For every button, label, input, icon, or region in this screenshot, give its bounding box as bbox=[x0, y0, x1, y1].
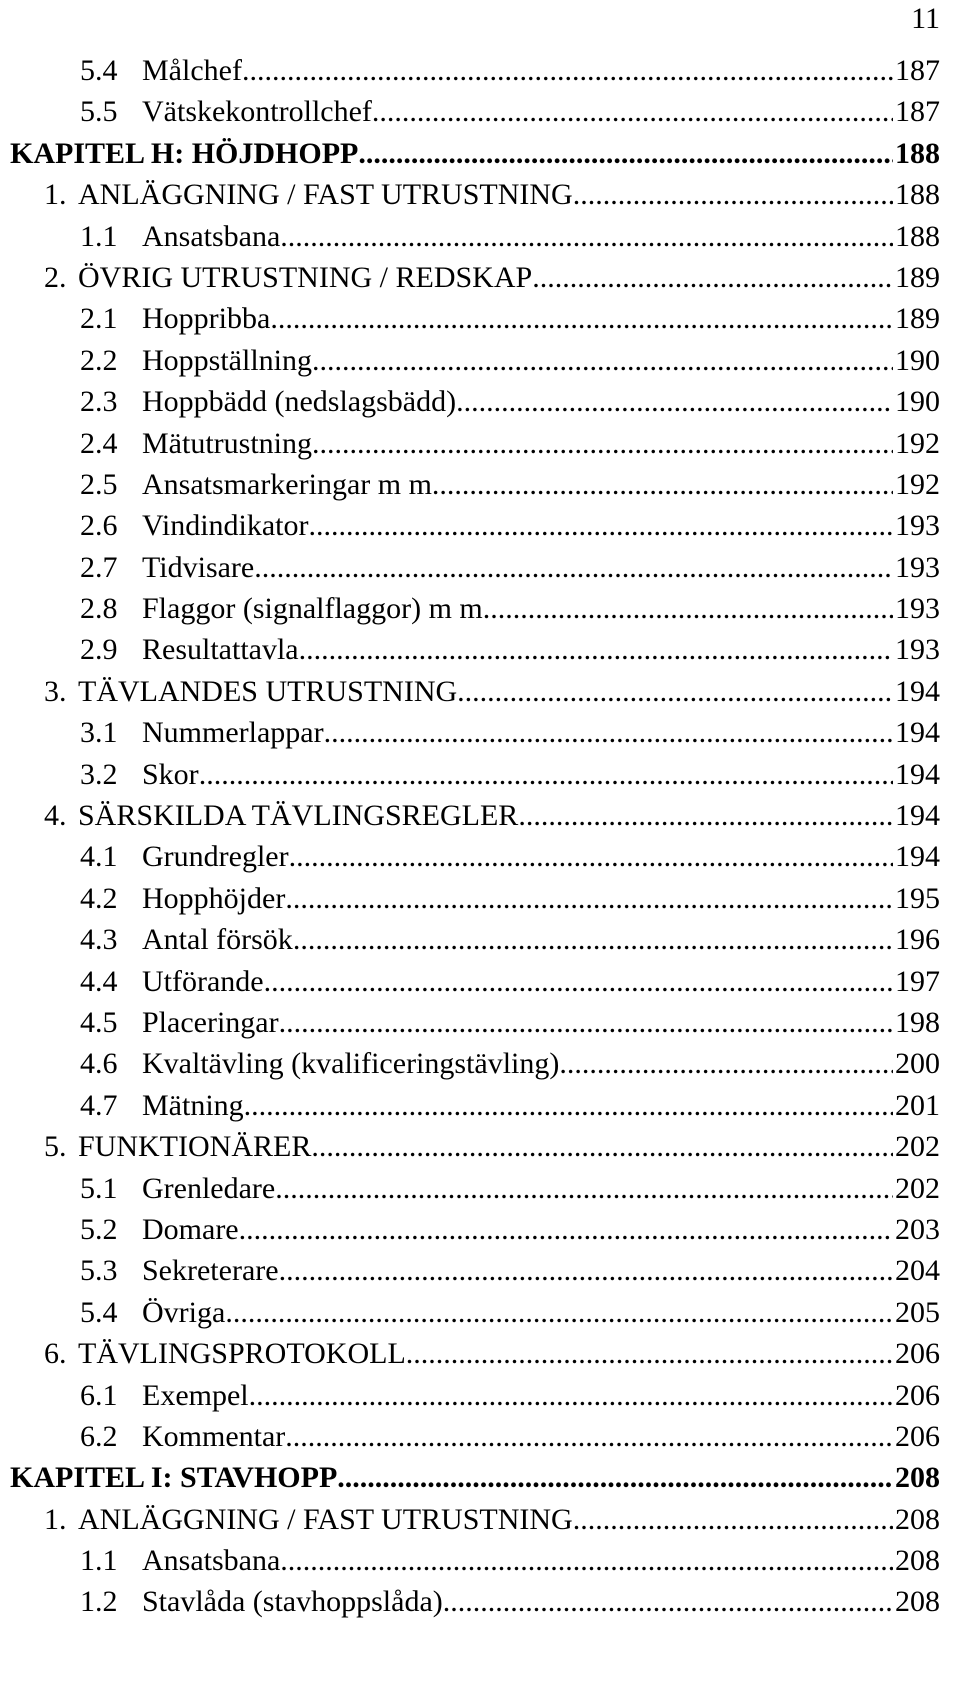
dot-leader bbox=[456, 381, 893, 422]
toc-subsection-entry[interactable] bbox=[10, 878, 940, 919]
toc-entry-label: Kommentar bbox=[142, 1419, 286, 1453]
toc-entry-page: 190 bbox=[895, 343, 940, 377]
dot-leader bbox=[432, 464, 893, 505]
toc-entry-page: 192 bbox=[895, 467, 940, 501]
toc-entry-page: 200 bbox=[895, 1047, 940, 1081]
toc-subsection-entry[interactable] bbox=[10, 505, 940, 546]
toc-entry-label: Hopphöjder bbox=[142, 881, 286, 915]
dot-leader bbox=[280, 1540, 893, 1581]
toc-entry-number: 2.3 bbox=[80, 385, 118, 419]
dot-leader bbox=[239, 1209, 893, 1250]
toc-entry-number: 4. bbox=[44, 799, 67, 833]
toc-subsection-entry[interactable] bbox=[10, 1375, 940, 1416]
toc-entry-label: SÄRSKILDA TÄVLINGSREGLER bbox=[78, 799, 519, 833]
toc-section-entry[interactable] bbox=[10, 795, 940, 836]
toc-entry-label: Hoppribba bbox=[142, 302, 271, 336]
toc-entry-label: KAPITEL H: HÖJDHOPP bbox=[10, 136, 359, 170]
toc-entry-page: 192 bbox=[895, 426, 940, 460]
dot-leader bbox=[311, 1126, 893, 1167]
toc-entry-page: 187 bbox=[895, 54, 940, 87]
toc-entry-label: TÄVLANDES UTRUSTNING bbox=[78, 674, 458, 708]
toc-entry-label: Ansatsmarkeringar m m bbox=[142, 467, 432, 501]
toc-entry-number: 5.5 bbox=[80, 95, 118, 129]
toc-entry-page: 193 bbox=[895, 592, 940, 626]
dot-leader bbox=[443, 1581, 893, 1622]
toc-entry-page: 206 bbox=[895, 1378, 940, 1412]
toc-entry-page: 188 bbox=[895, 219, 940, 253]
toc-subsection-entry[interactable] bbox=[10, 1581, 940, 1622]
dot-leader bbox=[406, 1333, 893, 1374]
toc-section-entry[interactable] bbox=[10, 671, 940, 712]
toc-entry-page: 204 bbox=[895, 1254, 940, 1288]
toc-subsection-entry[interactable] bbox=[10, 1168, 940, 1209]
toc-entry-number: 6.2 bbox=[80, 1419, 118, 1453]
toc-entry-label: ANLÄGGNING / FAST UTRUSTNING bbox=[78, 178, 573, 212]
toc-entry-label: Resultattavla bbox=[142, 633, 299, 667]
toc-entry-label: Nummerlappar bbox=[142, 716, 324, 750]
toc-entry-number: 5.2 bbox=[80, 1212, 118, 1246]
toc-entry-page: 194 bbox=[895, 799, 940, 833]
toc-subsection-entry[interactable] bbox=[10, 1043, 940, 1084]
dot-leader bbox=[242, 50, 893, 91]
toc-entry-page: 208 bbox=[895, 1544, 940, 1578]
dot-leader bbox=[244, 1085, 893, 1126]
toc-entry-page: 202 bbox=[895, 1130, 940, 1164]
toc-subsection-entry[interactable] bbox=[10, 1416, 940, 1457]
toc-entry-page: 206 bbox=[895, 1337, 940, 1371]
toc-entry-label: Grenledare bbox=[142, 1171, 276, 1205]
toc-entry-page: 195 bbox=[895, 881, 940, 915]
toc-entry-label: Grundregler bbox=[142, 840, 289, 874]
toc-section-entry[interactable] bbox=[10, 174, 940, 215]
toc-entry-page: 190 bbox=[895, 385, 940, 419]
toc-entry-number: 6. bbox=[44, 1337, 67, 1371]
toc-subsection-entry[interactable] bbox=[10, 1209, 940, 1250]
toc-subsection-entry[interactable] bbox=[10, 754, 940, 795]
toc-entry-page: 194 bbox=[895, 716, 940, 750]
toc-entry-number: 2.8 bbox=[80, 592, 118, 626]
dot-leader bbox=[289, 836, 893, 877]
toc-entry-label: FUNKTIONÄRER bbox=[78, 1130, 312, 1164]
toc-subsection-entry[interactable] bbox=[10, 919, 940, 960]
toc-entry-page: 188 bbox=[895, 178, 940, 212]
toc-chapter-entry[interactable] bbox=[10, 133, 940, 174]
toc-entry-page: 196 bbox=[895, 923, 940, 957]
toc-entry-number: 2.1 bbox=[80, 302, 118, 336]
toc-subsection-entry[interactable] bbox=[10, 1292, 940, 1333]
toc-entry-label: KAPITEL I: STAVHOPP bbox=[10, 1461, 338, 1495]
toc-entry-number: 1. bbox=[44, 178, 67, 212]
toc-entry-label: Flaggor (signalflaggor) m m bbox=[142, 592, 483, 626]
dot-leader bbox=[324, 712, 893, 753]
dot-leader bbox=[532, 257, 893, 298]
toc-entry-page: 201 bbox=[895, 1088, 940, 1122]
toc-subsection-entry[interactable] bbox=[10, 629, 940, 670]
toc-entry-number: 4.2 bbox=[80, 881, 118, 915]
toc-entry-page: 208 bbox=[895, 1461, 940, 1495]
toc-subsection-entry[interactable] bbox=[10, 836, 940, 877]
dot-leader bbox=[337, 1457, 893, 1498]
toc-entry-label: Kvaltävling (kvalificeringstävling) bbox=[142, 1047, 560, 1081]
toc-subsection-entry[interactable] bbox=[10, 1250, 940, 1291]
dot-leader bbox=[518, 795, 893, 836]
toc-entry-page: 208 bbox=[895, 1585, 940, 1619]
toc-entry-number: 2.5 bbox=[80, 467, 118, 501]
toc-subsection-entry[interactable] bbox=[10, 1540, 940, 1581]
toc-entry-label: Skor bbox=[142, 757, 199, 791]
toc-entry-number: 5.4 bbox=[80, 54, 118, 87]
toc-entry-label: Vätskekontrollchef bbox=[142, 95, 372, 129]
toc-entry-label: Ansatsbana bbox=[142, 1544, 281, 1578]
toc-entry-label: Antal försök bbox=[142, 923, 293, 957]
toc-entry-number: 3. bbox=[44, 674, 67, 708]
toc-entry-page: 203 bbox=[895, 1212, 940, 1246]
toc-entry-page: 194 bbox=[895, 757, 940, 791]
dot-leader bbox=[249, 1375, 893, 1416]
toc-entry-number: 2.6 bbox=[80, 509, 118, 543]
toc-subsection-entry[interactable] bbox=[10, 961, 940, 1002]
dot-leader bbox=[372, 91, 893, 132]
toc-entry-label: Övriga bbox=[142, 1295, 226, 1329]
toc-entry-page: 198 bbox=[895, 1005, 940, 1039]
toc-entry-page: 187 bbox=[895, 95, 940, 129]
dot-leader bbox=[280, 216, 893, 257]
toc-subsection-entry[interactable] bbox=[10, 91, 940, 132]
dot-leader bbox=[254, 547, 893, 588]
page-number: 11 bbox=[911, 2, 940, 35]
toc-subsection-entry[interactable] bbox=[10, 381, 940, 422]
dot-leader bbox=[285, 1416, 893, 1457]
dot-leader bbox=[573, 174, 893, 215]
toc-entry-number: 1.2 bbox=[80, 1585, 118, 1619]
toc-entry-number: 2.2 bbox=[80, 343, 118, 377]
toc-section-entry[interactable] bbox=[10, 257, 940, 298]
toc-entry-page: 193 bbox=[895, 633, 940, 667]
dot-leader bbox=[573, 1499, 893, 1540]
dot-leader bbox=[309, 505, 893, 546]
dot-leader bbox=[293, 919, 893, 960]
dot-leader bbox=[285, 878, 893, 919]
toc-subsection-entry[interactable] bbox=[10, 298, 940, 339]
toc-subsection-entry[interactable] bbox=[10, 340, 940, 381]
toc-entry-number: 4.3 bbox=[80, 923, 118, 957]
toc-subsection-entry[interactable] bbox=[10, 588, 940, 629]
toc-entry-number: 3.2 bbox=[80, 757, 118, 791]
toc-entry-page: 189 bbox=[895, 302, 940, 336]
dot-leader bbox=[279, 1002, 893, 1043]
dot-leader bbox=[457, 671, 893, 712]
toc-entry-number: 2.4 bbox=[80, 426, 118, 460]
toc-subsection-entry[interactable] bbox=[10, 547, 940, 588]
toc-entry-number: 4.7 bbox=[80, 1088, 118, 1122]
dot-leader bbox=[312, 340, 893, 381]
toc-entry-number: 2. bbox=[44, 260, 67, 294]
toc-entry-number: 1.1 bbox=[80, 1544, 118, 1578]
toc-entry-number: 4.4 bbox=[80, 964, 118, 998]
toc-subsection-entry[interactable] bbox=[10, 1085, 940, 1126]
toc-entry-label: Hoppställning bbox=[142, 343, 312, 377]
toc-entry-page: 206 bbox=[895, 1419, 940, 1453]
dot-leader bbox=[358, 133, 893, 174]
toc-subsection-entry[interactable] bbox=[10, 50, 940, 91]
toc-entry-number: 2.7 bbox=[80, 550, 118, 584]
toc-entry-number: 1.1 bbox=[80, 219, 118, 253]
toc-entry-number: 6.1 bbox=[80, 1378, 118, 1412]
toc-entry-page: 193 bbox=[895, 550, 940, 584]
toc-entry-label: Stavlåda (stavhoppslåda) bbox=[142, 1585, 443, 1619]
toc-section-entry[interactable] bbox=[10, 1126, 940, 1167]
dot-leader bbox=[199, 754, 893, 795]
toc-entry-page: 202 bbox=[895, 1171, 940, 1205]
toc-entry-label: Sekreterare bbox=[142, 1254, 279, 1288]
dot-leader bbox=[270, 298, 893, 339]
toc-entry-label: Domare bbox=[142, 1212, 239, 1246]
toc-entry-label: Ansatsbana bbox=[142, 219, 281, 253]
toc-section-entry[interactable] bbox=[10, 1333, 940, 1374]
toc-subsection-entry[interactable] bbox=[10, 216, 940, 257]
toc-entry-label: Målchef bbox=[142, 54, 242, 87]
toc-entry-page: 193 bbox=[895, 509, 940, 543]
toc-entry-label: Placeringar bbox=[142, 1005, 279, 1039]
toc-entry-number: 4.5 bbox=[80, 1005, 118, 1039]
toc-section-entry[interactable] bbox=[10, 1499, 940, 1540]
toc-entry-page: 189 bbox=[895, 260, 940, 294]
toc-entry-number: 1. bbox=[44, 1502, 67, 1536]
toc-entry-page: 188 bbox=[895, 136, 940, 170]
toc-entry-label: ANLÄGGNING / FAST UTRUSTNING bbox=[78, 1502, 573, 1536]
dot-leader bbox=[299, 629, 893, 670]
toc-entry-page: 197 bbox=[895, 964, 940, 998]
toc-entry-page: 194 bbox=[895, 674, 940, 708]
toc-entry-label: ÖVRIG UTRUSTNING / REDSKAP bbox=[78, 260, 533, 294]
toc-entry-label: Mätning bbox=[142, 1088, 244, 1122]
toc-entry-label: Mätutrustning bbox=[142, 426, 312, 460]
toc-subsection-entry[interactable] bbox=[10, 1002, 940, 1043]
toc-entry-number: 5.4 bbox=[80, 1295, 118, 1329]
dot-leader bbox=[225, 1292, 893, 1333]
toc-entry-page: 208 bbox=[895, 1502, 940, 1536]
dot-leader bbox=[559, 1043, 893, 1084]
toc-subsection-entry[interactable] bbox=[10, 464, 940, 505]
toc-entry-number: 4.6 bbox=[80, 1047, 118, 1081]
toc-entry-number: 3.1 bbox=[80, 716, 118, 750]
toc-entry-label: Vindindikator bbox=[142, 509, 309, 543]
toc-entry-number: 2.9 bbox=[80, 633, 118, 667]
table-of-contents bbox=[10, 50, 940, 1623]
toc-entry-label: Exempel bbox=[142, 1378, 249, 1412]
toc-entry-number: 4.1 bbox=[80, 840, 118, 874]
dot-leader bbox=[483, 588, 893, 629]
toc-subsection-entry[interactable] bbox=[10, 712, 940, 753]
toc-chapter-entry[interactable] bbox=[10, 1457, 940, 1498]
toc-entry-page: 194 bbox=[895, 840, 940, 874]
toc-entry-number: 5.1 bbox=[80, 1171, 118, 1205]
dot-leader bbox=[279, 1250, 893, 1291]
toc-entry-number: 5. bbox=[44, 1130, 67, 1164]
toc-entry-label: Hoppbädd (nedslagsbädd) bbox=[142, 385, 457, 419]
dot-leader bbox=[275, 1168, 893, 1209]
toc-entry-label: TÄVLINGSPROTOKOLL bbox=[78, 1337, 406, 1371]
toc-entry-label: Utförande bbox=[142, 964, 264, 998]
toc-subsection-entry[interactable] bbox=[10, 423, 940, 464]
toc-entry-number: 5.3 bbox=[80, 1254, 118, 1288]
toc-entry-label: Tidvisare bbox=[142, 550, 255, 584]
dot-leader bbox=[264, 961, 893, 1002]
dot-leader bbox=[312, 423, 893, 464]
toc-entry-page: 205 bbox=[895, 1295, 940, 1329]
